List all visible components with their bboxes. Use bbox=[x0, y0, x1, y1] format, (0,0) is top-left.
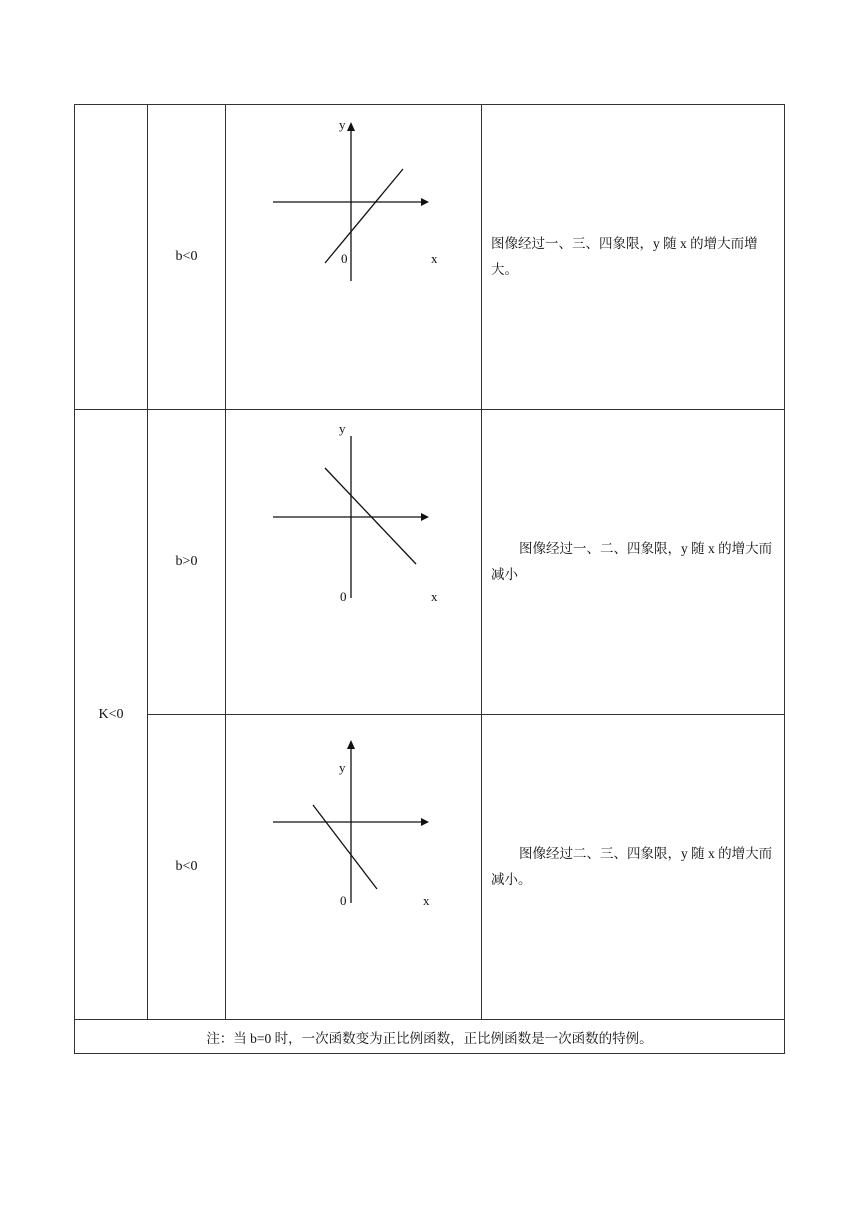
linear-function-table bbox=[74, 104, 785, 1054]
y-axis-arrow-icon bbox=[347, 122, 355, 131]
table-row bbox=[75, 105, 785, 410]
graph-decreasing-positive-intercept bbox=[226, 410, 481, 714]
x-axis-label: x bbox=[423, 893, 430, 908]
description-text: 图像经过一、二、四象限，y 随 x 的增大而减小 bbox=[491, 541, 773, 582]
graph-cell bbox=[226, 410, 482, 715]
b-condition-cell: b<0 bbox=[148, 105, 226, 410]
graph-decreasing-negative-intercept bbox=[226, 715, 481, 1019]
origin-label: 0 bbox=[341, 251, 348, 266]
k-cell-empty bbox=[75, 105, 148, 410]
origin-label: 0 bbox=[340, 893, 347, 908]
description-text: 图像经过一、三、四象限，y 随 x 的增大而增大。 bbox=[491, 236, 758, 277]
description-cell bbox=[482, 715, 785, 1020]
graph-increasing-negative-intercept bbox=[226, 105, 481, 409]
k-condition-cell: K<0 bbox=[75, 410, 148, 1020]
table-row bbox=[75, 410, 785, 715]
function-line bbox=[313, 805, 377, 889]
x-axis-arrow-icon bbox=[421, 818, 429, 826]
x-axis-arrow-icon bbox=[421, 513, 429, 521]
b-condition-cell: b>0 bbox=[148, 410, 226, 715]
y-axis-label: y bbox=[339, 117, 346, 132]
description-cell bbox=[482, 105, 785, 410]
description-cell bbox=[482, 410, 785, 715]
y-axis-label: y bbox=[339, 421, 346, 436]
x-axis-label: x bbox=[431, 251, 438, 266]
function-line bbox=[325, 468, 416, 564]
graph-cell bbox=[226, 105, 482, 410]
table-row-note bbox=[75, 1020, 785, 1054]
description-text: 图像经过二、三、四象限，y 随 x 的增大而减小。 bbox=[491, 846, 773, 887]
x-axis-arrow-icon bbox=[421, 198, 429, 206]
b-condition-cell: b<0 bbox=[148, 715, 226, 1020]
table-row bbox=[75, 715, 785, 1020]
origin-label: 0 bbox=[340, 589, 347, 604]
graph-cell bbox=[226, 715, 482, 1020]
x-axis-label: x bbox=[431, 589, 438, 604]
y-axis-arrow-icon bbox=[347, 740, 355, 749]
note-cell: 注：当 b=0 时，一次函数变为正比例函数，正比例函数是一次函数的特例。 bbox=[75, 1020, 785, 1054]
y-axis-label: y bbox=[339, 760, 346, 775]
function-line bbox=[325, 169, 403, 263]
